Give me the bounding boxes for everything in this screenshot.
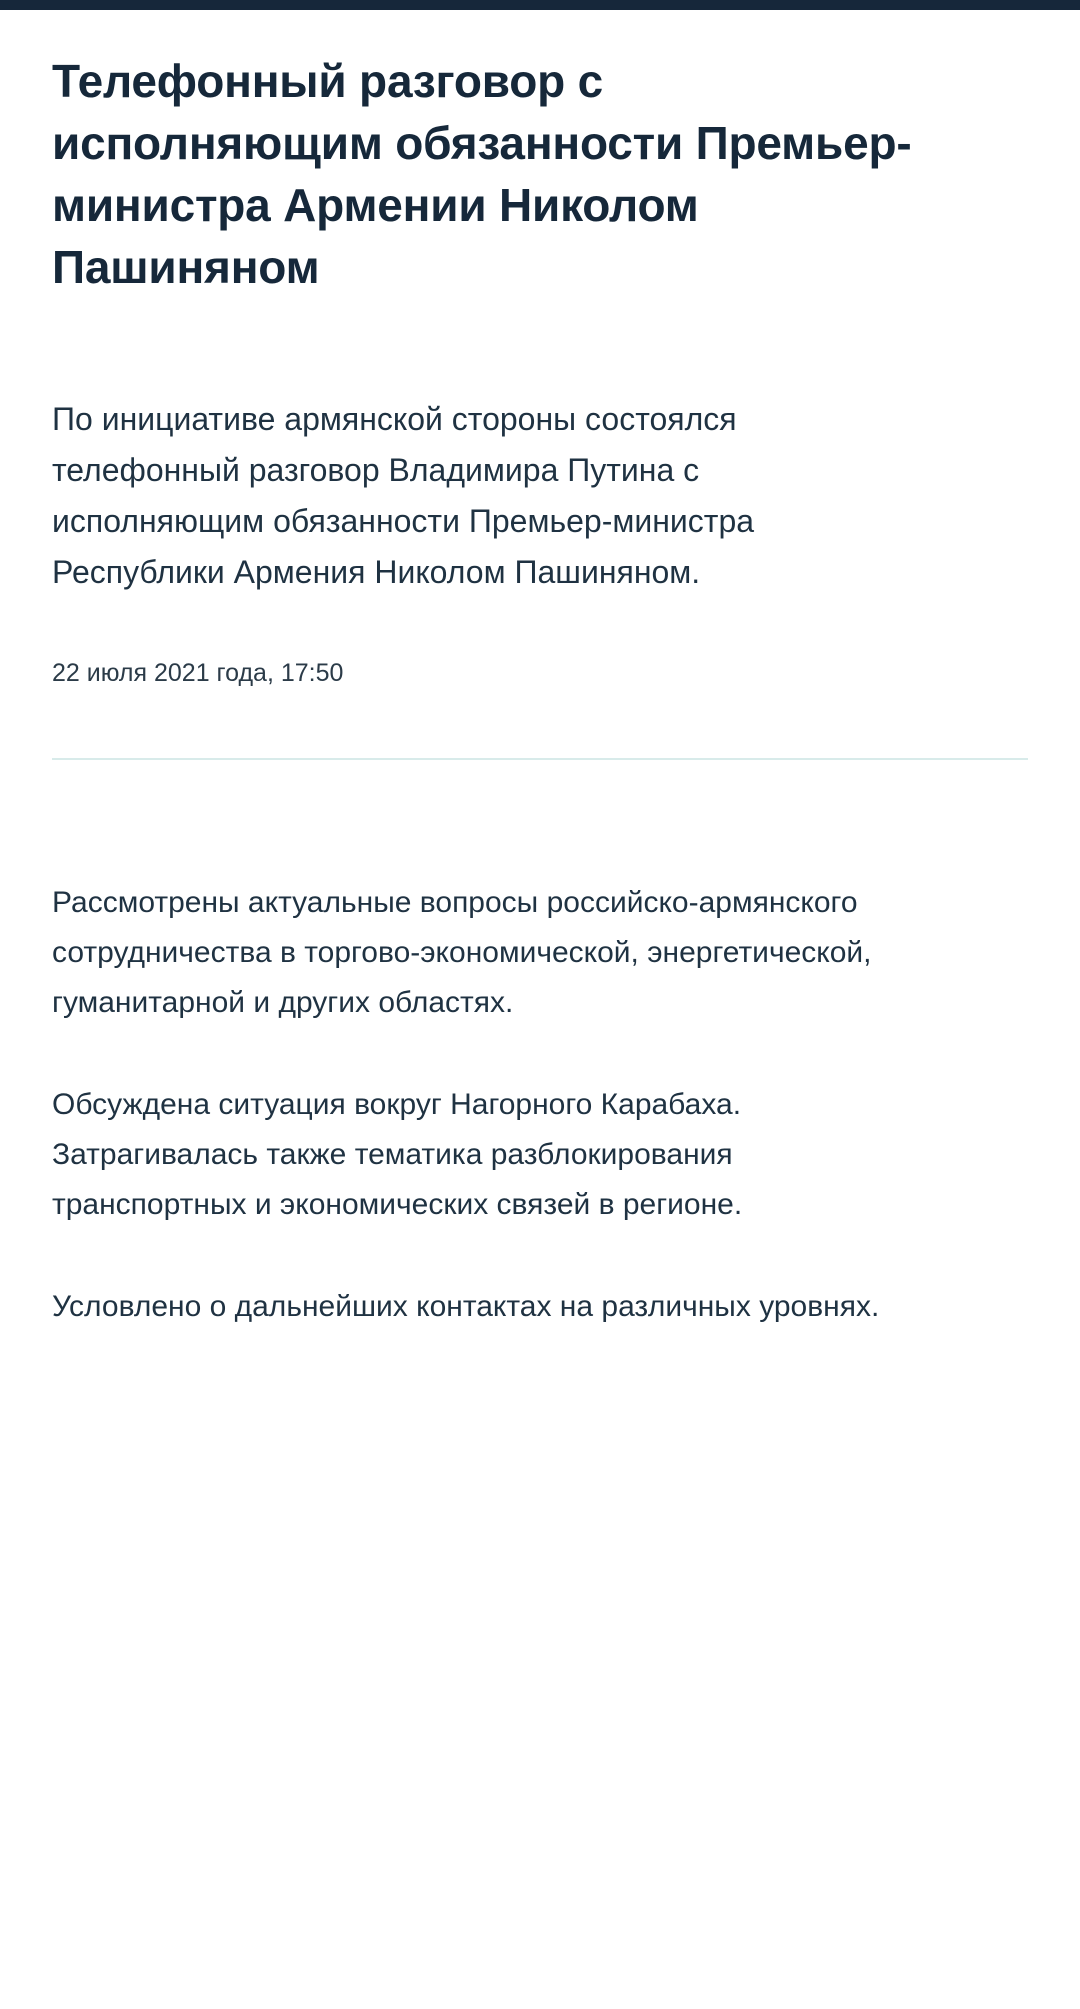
top-bar bbox=[0, 0, 1080, 10]
article-lead: По инициативе армянской стороны состоялся телефонный разговор Владимира Путина с исполняющим обязанности Премьер-министра Республики Армения Николом Пашиняном. bbox=[52, 401, 755, 590]
article-body bbox=[52, 760, 1028, 1332]
article-paragraph: Условлено о дальнейших контактах на различных уровнях. bbox=[52, 1290, 880, 1323]
article-container bbox=[0, 50, 1080, 1332]
page-title: Телефонный разговор с исполняющим обязанности Премьер-министра Армении Николом Пашиняном bbox=[52, 55, 912, 293]
article-paragraph: Рассмотрены актуальные вопросы российско-армянского сотрудничества в торгово-экономической, энергетической, гуманитарной и других областях. bbox=[52, 886, 872, 1019]
publish-datetime: 22 июля 2021 года, 17:50 bbox=[52, 659, 344, 687]
article-paragraph: Обсуждена ситуация вокруг Нагорного Карабаха. Затрагивалась также тематика разблокирования транспортных и экономических связей в регионе. bbox=[52, 1088, 743, 1221]
